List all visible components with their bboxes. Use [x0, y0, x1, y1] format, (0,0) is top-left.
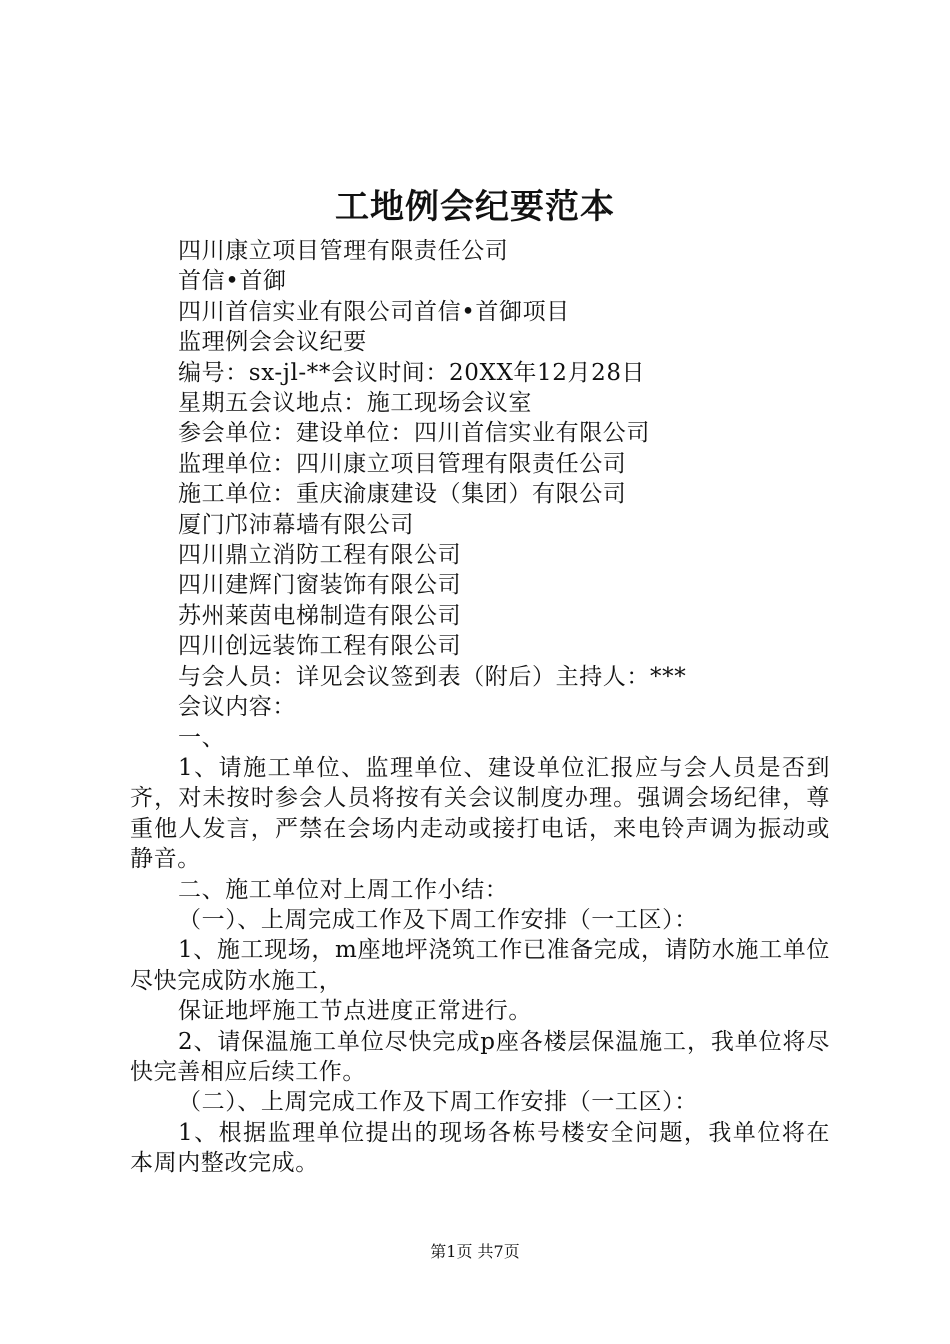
header-line-subcontractor: 厦门邝沛幕墙有限公司 [178, 511, 414, 538]
document-body [130, 236, 830, 1179]
header-line-supervision-unit: 监理单位：四川康立项目管理有限责任公司 [178, 450, 627, 477]
paragraph-attendance: 1、请施工单位、监理单位、建设单位汇报应与会人员是否到齐，对未按时参会人员将按有关会议制度办理。强调会场纪律，尊重他人发言，严禁在会场内走动或接打电话，来电铃声调为振动或静音。 [130, 754, 830, 873]
subsection-1-heading: （一）、上周完成工作及下周工作安排（一工区）： [178, 906, 698, 933]
header-line-subcontractor: 四川创远装饰工程有限公司 [178, 633, 462, 660]
subsection-2-heading: （二）、上周完成工作及下周工作安排（一工区）： [178, 1089, 698, 1116]
paragraph-floor-pouring: 1、施工现场，m座地坪浇筑工作已准备完成，请防水施工单位尽快完成防水施工， [130, 937, 830, 994]
paragraph-floor-pouring-cont: 保证地坪施工节点进度正常进行。 [178, 998, 532, 1025]
document-title: 工地例会纪要范本 [335, 187, 615, 227]
header-line-attending-units: 参会单位：建设单位：四川首信实业有限公司 [178, 420, 650, 447]
section-1-heading: 一、 [178, 724, 226, 751]
header-line-subcontractor: 四川建辉门窗装饰有限公司 [178, 572, 462, 599]
page-footer: 第1页 共7页 [430, 1242, 520, 1261]
paragraph-insulation: 2、请保温施工单位尽快完成p座各楼层保温施工，我单位将尽快完善相应后续工作。 [130, 1028, 830, 1085]
header-line-weekday-location: 星期五会议地点：施工现场会议室 [178, 390, 532, 417]
header-line-construction-unit: 施工单位：重庆渝康建设（集团）有限公司 [178, 481, 627, 508]
header-line-subcontractor: 苏州莱茵电梯制造有限公司 [178, 602, 462, 629]
paragraph-safety: 1、根据监理单位提出的现场各栋号楼安全问题，我单位将在本周内整改完成。 [130, 1119, 830, 1177]
header-line-attendees-host: 与会人员：详见会议签到表（附后）主持人：*** [178, 663, 687, 690]
header-line-minutes-title: 监理例会会议纪要 [178, 329, 367, 356]
header-line-company: 四川康立项目管理有限责任公司 [178, 238, 509, 264]
header-line-owner-project: 四川首信实业有限公司首信•首御项目 [178, 298, 570, 325]
header-line-project: 首信•首御 [178, 268, 287, 295]
header-line-subcontractor: 四川鼎立消防工程有限公司 [178, 542, 462, 569]
header-line-meeting-content: 会议内容： [178, 694, 296, 721]
header-line-number-time: 编号：sx-jl-**会议时间：20XX年12月28日 [178, 359, 646, 386]
section-2-heading: 二、施工单位对上周工作小结： [178, 876, 509, 903]
